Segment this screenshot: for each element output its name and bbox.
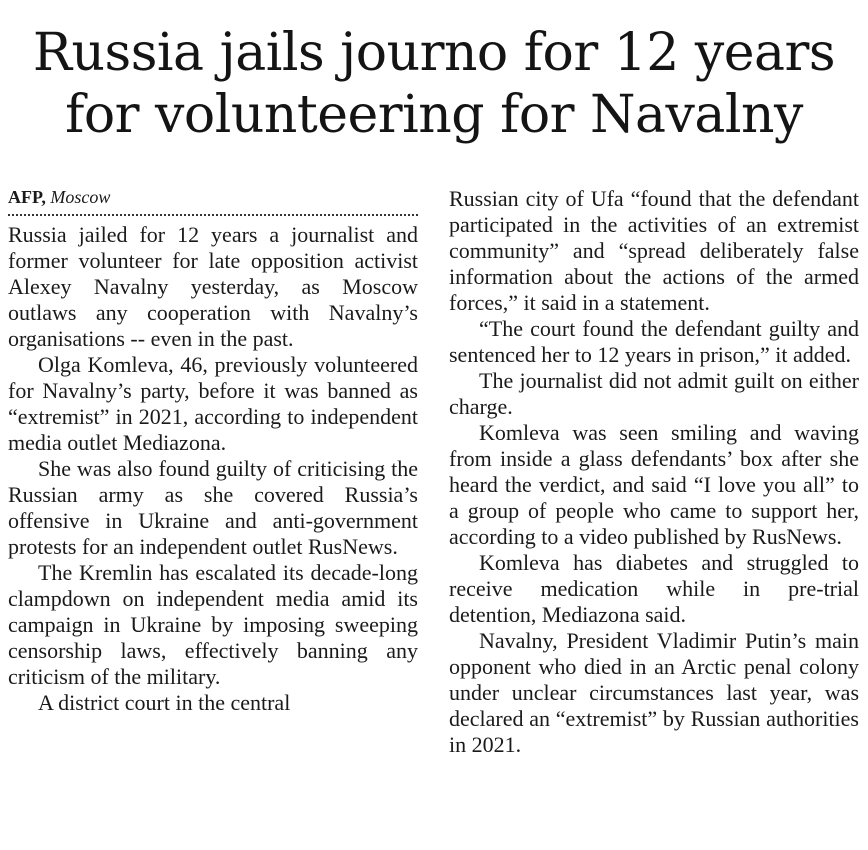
article-paragraph: A district court in the central (38, 690, 291, 715)
left-column (8, 184, 418, 716)
article-paragraph: The journalist did not admit guilt on either charge. (449, 368, 859, 419)
headline: Russia jails journo for 12 years for volunteering for Navalny (32, 23, 836, 145)
article-paragraph: Komleva has diabetes and struggled to receive medication while in pre-trial detention, Mediazona said. (449, 550, 859, 627)
article-paragraph: Russian city of Ufa “found that the defendant participated in the activities of an extremist community” and “spread deliberately false information about the actions of the armed forces,” it said in a statement. (449, 186, 859, 315)
right-column (449, 186, 859, 758)
article-paragraph: She was also found guilty of criticising the Russian army as she covered Russia’s offensive in Ukraine and anti-government protests for an independent outlet RusNews. (8, 456, 418, 559)
article-paragraph: Russia jailed for 12 years a journalist and former volunteer for late opposition activist Alexey Navalny yesterday, as Moscow outlaws any cooperation with Navalny’s organisations -- even in the past. (8, 222, 418, 351)
article-paragraph: “The court found the defendant guilty and sentenced her to 12 years in prison,” it added. (449, 316, 859, 367)
article-paragraph: The Kremlin has escalated its decade-long clampdown on independent media amid its campaign in Ukraine by imposing sweeping censorship laws, effectively banning any criticism of the military. (8, 560, 418, 689)
byline-place: Moscow (50, 187, 111, 207)
byline-agency: AFP, (8, 187, 46, 207)
article-paragraph: Navalny, President Vladimir Putin’s main opponent who died in an Arctic penal colony under unclear circumstances last year, was declared an “extremist” by Russian authorities in 2021. (449, 628, 859, 757)
byline (8, 184, 418, 216)
article-paragraph: Komleva was seen smiling and waving from inside a glass defendants’ box after she heard the verdict, and said “I love you all” to a group of people who came to support her, according to a video published by RusNews. (449, 420, 859, 549)
article-paragraph: Olga Komleva, 46, previously volunteered for Navalny’s party, before it was banned as “extremist” in 2021, according to independent media outlet Mediazona. (8, 352, 418, 455)
